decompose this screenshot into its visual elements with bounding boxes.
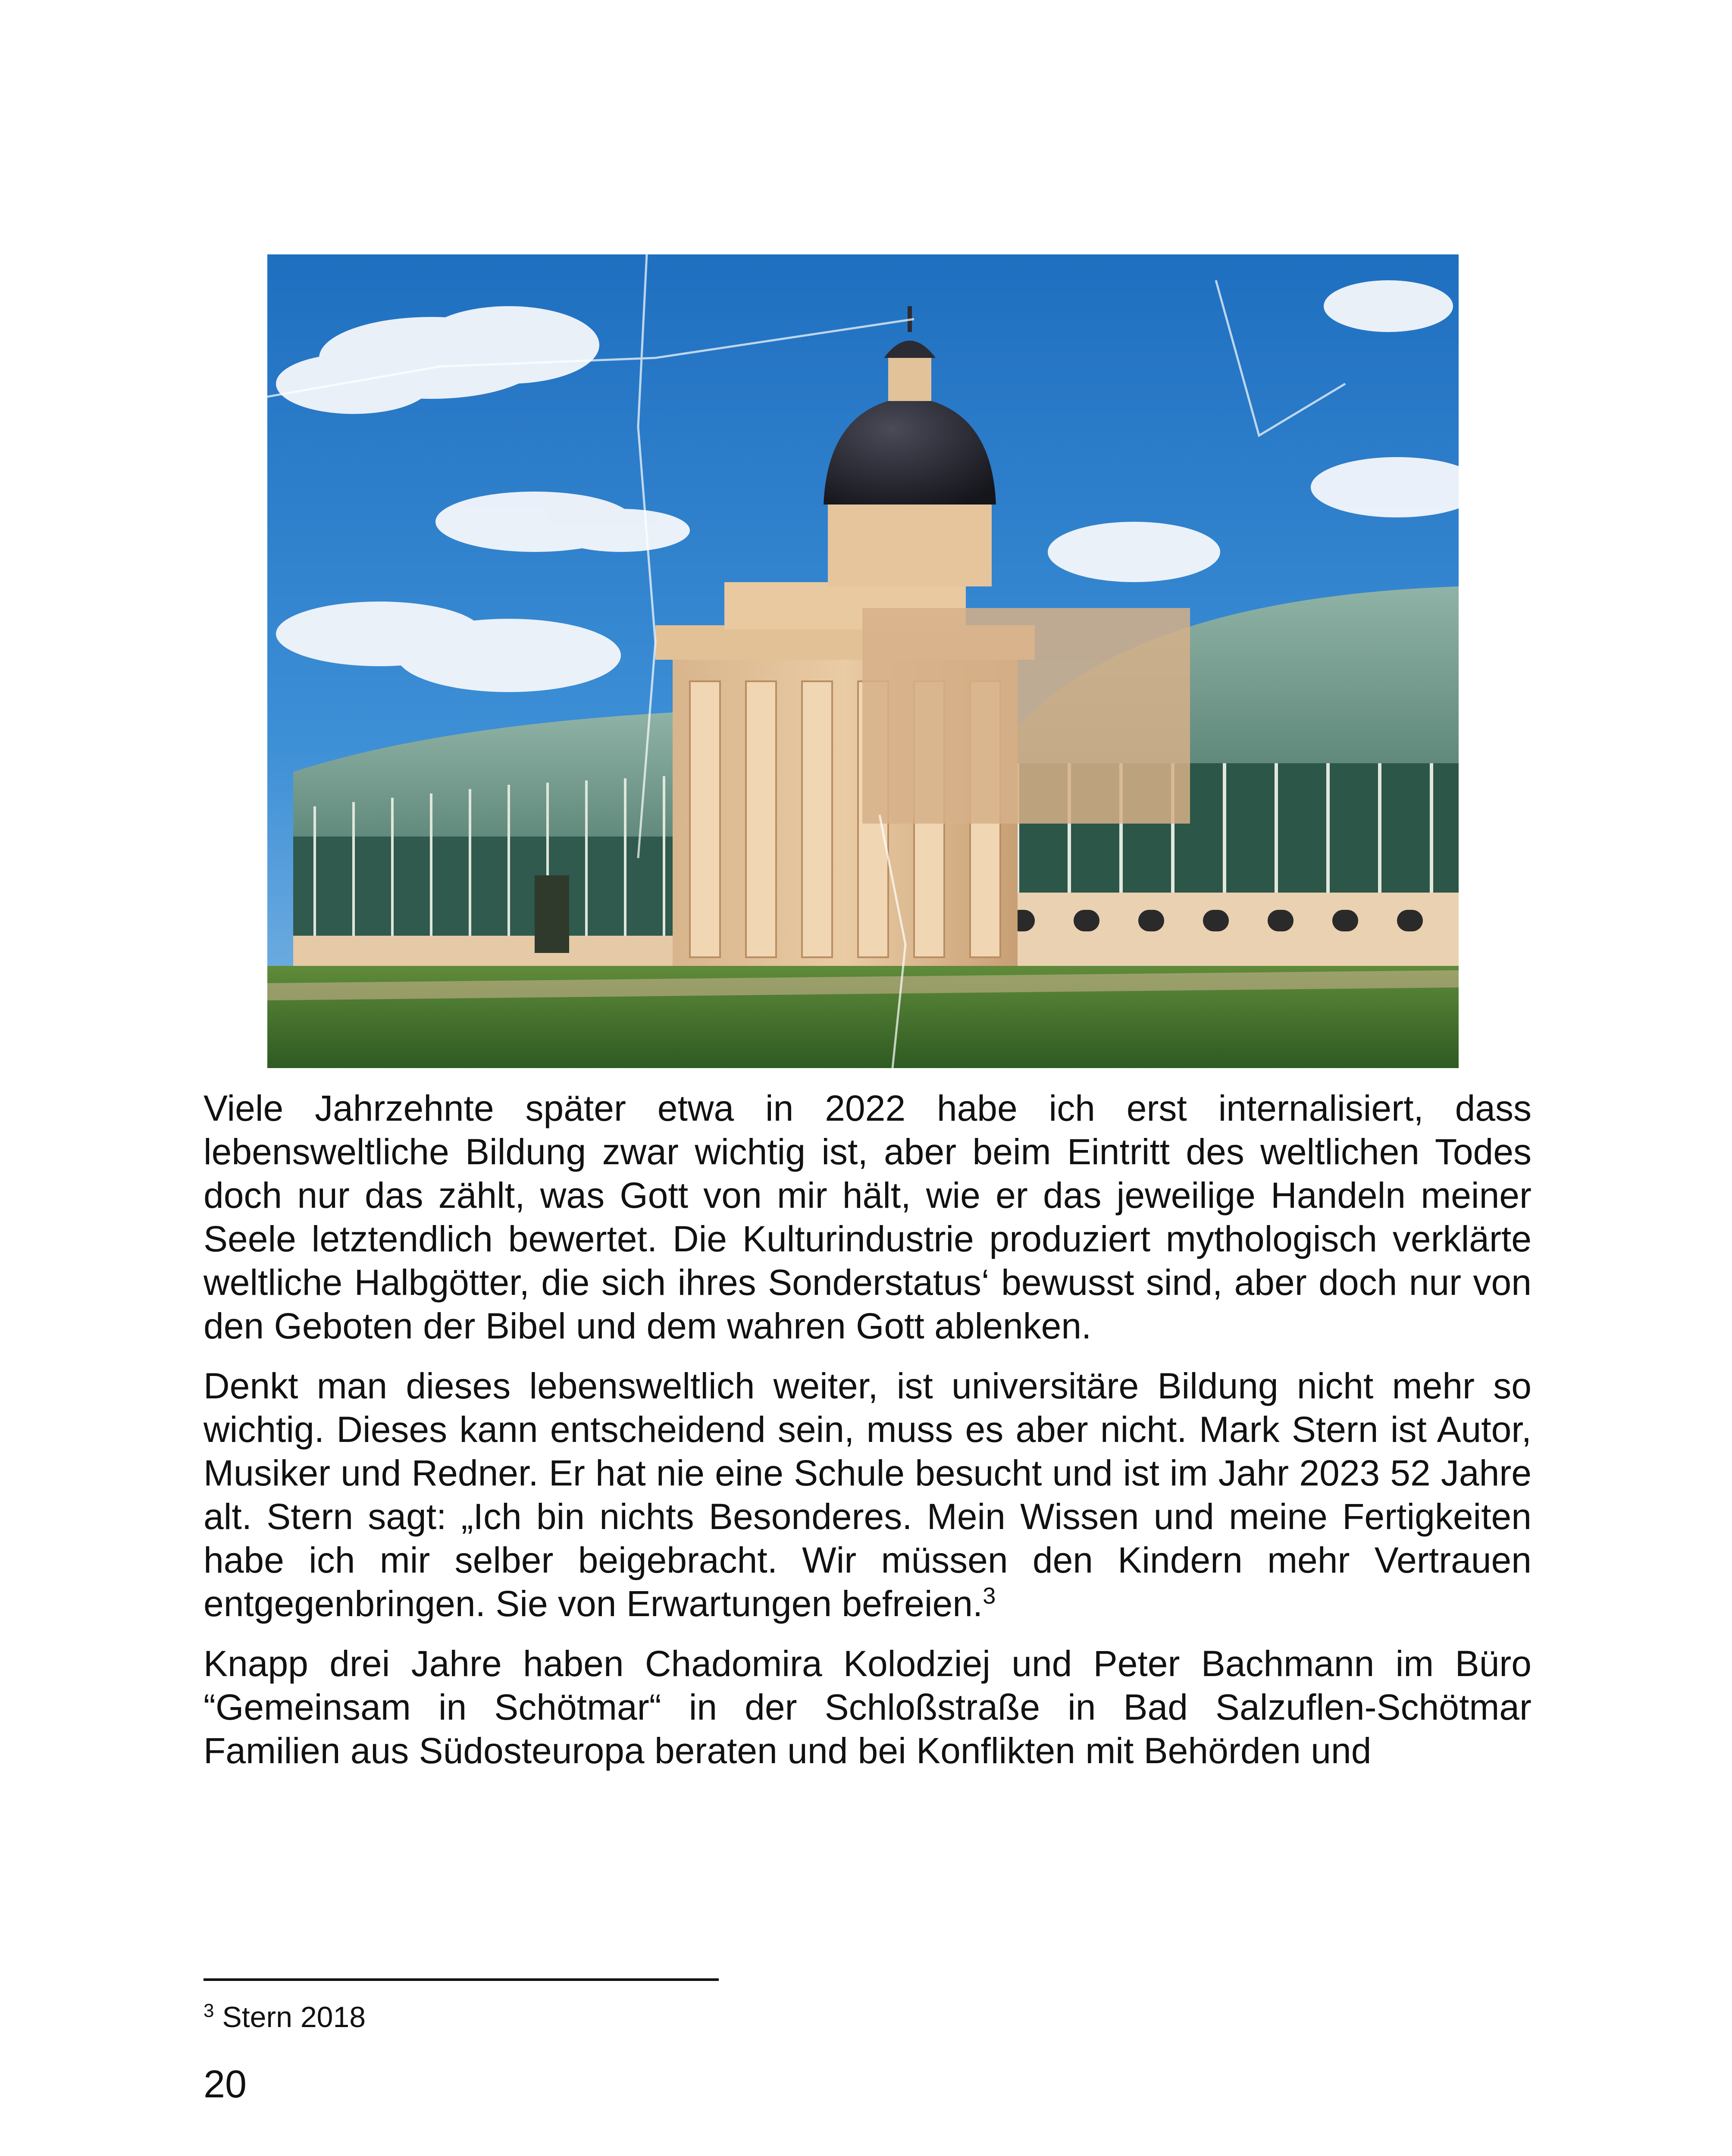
footnote-reference[interactable]: 3 bbox=[983, 1583, 996, 1609]
footnote-divider bbox=[204, 1978, 719, 1981]
footnote bbox=[204, 2000, 366, 2034]
body-text bbox=[204, 1087, 1532, 1789]
paragraph-3: Knapp drei Jahre haben Chadomira Kolodziej und Peter Bachmann im Büro “Gemeinsam in Schötmar“ in der Schloßstraße in Bad Salzuflen-Schötmar Familien aus Südosteuropa beraten und bei Konflikten mit Behörden und bbox=[204, 1643, 1532, 1771]
page-number: 20 bbox=[204, 2063, 247, 2106]
paragraph-2 bbox=[204, 1364, 1532, 1626]
footnote-text: Stern 2018 bbox=[222, 2001, 366, 2034]
paragraph-1: Viele Jahrzehnte später etwa in 2022 habe ich erst internalisiert, dass lebensweltliche Bildung zwar wichtig ist, aber beim Eintritt des weltlichen Todes doch nur das zählt, was Gott von mir hält, wie er das jeweilige Handeln meiner Seele letztendlich bewertet. Die Kulturindustrie produziert mythologisch verklärte weltliche Halbgötter, die sich ihres Sonderstatus‘ bewusst sind, aber doch nur von den Geboten der Bibel und dem wahren Gott ablenken. bbox=[204, 1088, 1532, 1346]
paragraph-2-text: Denkt man dieses lebensweltlich weiter, ist universitäre Bildung nicht mehr so wichtig. Dieses kann entscheidend sein, muss es aber nicht. Mark Stern ist Autor, Musiker und Redner. Er hat nie eine Schule besucht und ist im Jahr 2023 52 Jahre alt. Stern sagt: „Ich bin nichts Besonderes. Mein Wissen und meine Fertigkeiten habe ich mir selber beigebracht. Wir müssen den Kindern mehr Vertrauen entgegenbringen. Sie von Erwartungen befreien. bbox=[204, 1366, 1532, 1624]
building-photo bbox=[267, 254, 1459, 1068]
footnote-number: 3 bbox=[204, 2000, 214, 2021]
building-photo-illustration bbox=[267, 254, 1459, 1068]
